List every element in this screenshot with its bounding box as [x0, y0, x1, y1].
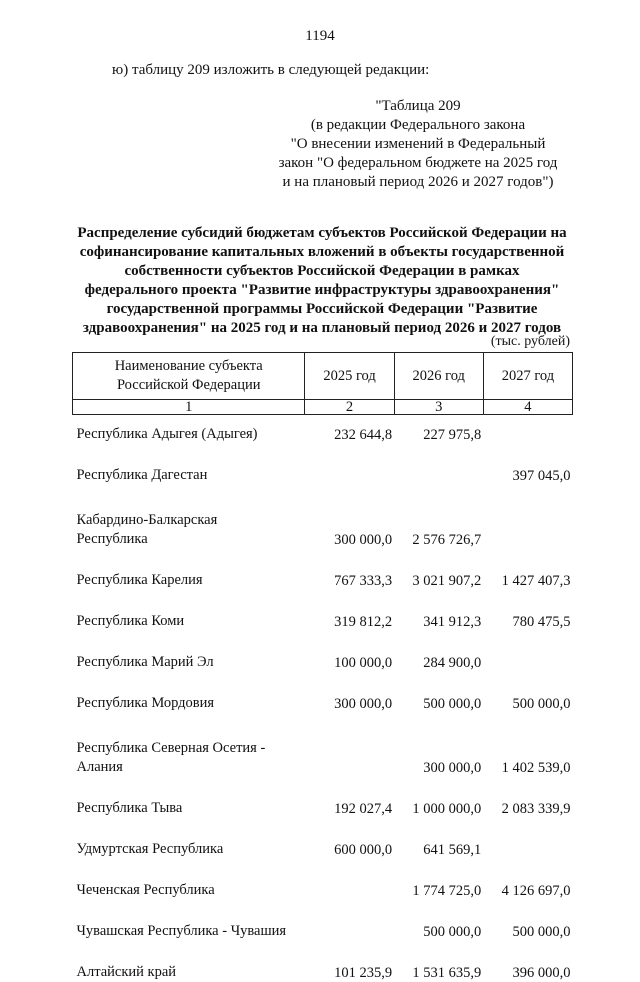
value-2026: 3 021 907,2: [412, 573, 482, 589]
value-2026: 2 576 726,7: [412, 532, 482, 548]
header-region-name: [73, 353, 305, 400]
value-2026: 500 000,0: [423, 924, 482, 940]
value-2025: 319 812,2: [334, 614, 393, 630]
header-line: Российской Федерации: [116, 377, 261, 393]
region-name-line: Алания: [76, 759, 123, 775]
value-2027: 397 045,0: [512, 468, 571, 484]
subsidy-table: [72, 352, 573, 982]
value-2027: [483, 415, 572, 445]
value-2026: 1 774 725,0: [412, 883, 482, 899]
table-header-row: [73, 353, 573, 400]
region-name: [73, 777, 305, 818]
region-name: [73, 631, 305, 672]
table-row: [73, 941, 573, 982]
header-line: Наименование субъекта: [114, 358, 263, 374]
amendment-intro: ю) таблицу 209 изложить в следующей редакции:: [112, 62, 430, 78]
table-row: [73, 590, 573, 631]
title-line: софинансирование капитальных вложений в объекты государственной: [79, 244, 565, 260]
title-line: здравоохранения" на 2025 год и на плановый период 2026 и 2027 годов: [82, 320, 562, 336]
table-edition-note: [268, 97, 568, 192]
region-name-line: Чеченская Республика: [76, 882, 215, 898]
value-2027: 500 000,0: [512, 696, 571, 712]
value-2025: 300 000,0: [334, 532, 393, 548]
value-2025: [305, 900, 394, 941]
region-name: [73, 818, 305, 859]
table-row: [73, 511, 573, 549]
table-row: [73, 549, 573, 590]
value-2027: 500 000,0: [512, 924, 571, 940]
note-line: "Таблица 209: [375, 98, 461, 114]
value-2026: 300 000,0: [423, 760, 482, 776]
region-name: [73, 859, 305, 900]
table-row: [73, 777, 573, 818]
title-line: Распределение субсидий бюджетам субъектов Российской Федерации на: [77, 225, 567, 241]
region-name: [73, 511, 305, 549]
region-name: [73, 739, 305, 777]
value-2027: 2 083 339,9: [501, 801, 571, 817]
note-line: закон "О федеральном бюджете на 2025 год: [278, 155, 558, 171]
table-row: [73, 672, 573, 713]
region-name: [73, 672, 305, 713]
header-2025: 2025 год: [305, 353, 394, 400]
region-name-line: Республика Коми: [76, 613, 185, 629]
column-number: 3: [394, 400, 483, 415]
value-2025: 767 333,3: [334, 573, 393, 589]
region-name-line: Республика: [76, 531, 148, 547]
column-number: 2: [305, 400, 394, 415]
region-name-line: Республика Дагестан: [76, 467, 208, 483]
value-2027: 4 126 697,0: [501, 883, 571, 899]
region-name: [73, 900, 305, 941]
table-row: [73, 444, 573, 485]
region-name-line: Республика Тыва: [76, 800, 183, 816]
value-2025: 101 235,9: [334, 965, 393, 981]
value-2027: 1 427 407,3: [501, 573, 571, 589]
region-name-line: Алтайский край: [76, 964, 177, 980]
region-name: [73, 415, 305, 445]
page-number: 1194: [305, 28, 335, 44]
value-2026: 1 000 000,0: [412, 801, 482, 817]
value-2027: 780 475,5: [512, 614, 571, 630]
region-name-line: Республика Карелия: [76, 572, 203, 588]
value-2026: 227 975,8: [423, 427, 482, 443]
value-2025: 232 644,8: [334, 427, 393, 443]
value-2027: 396 000,0: [512, 965, 571, 981]
value-2026: 641 569,1: [423, 842, 482, 858]
region-name-line: Республика Северная Осетия -: [76, 740, 266, 756]
title-line: федерального проекта "Развитие инфраструктуры здравоохранения": [84, 282, 560, 298]
region-name: [73, 941, 305, 982]
value-2027: [483, 511, 572, 549]
value-2026: 284 900,0: [423, 655, 482, 671]
region-name-line: Республика Мордовия: [76, 695, 215, 711]
value-2025: 600 000,0: [334, 842, 393, 858]
table-row: [73, 631, 573, 672]
value-2026: 1 531 635,9: [412, 965, 482, 981]
table-title: [72, 224, 572, 338]
value-2025: [305, 859, 394, 900]
region-name-line: Республика Адыгея (Адыгея): [76, 426, 258, 442]
table-row: [73, 900, 573, 941]
table-row: [73, 739, 573, 777]
header-2027: 2027 год: [483, 353, 572, 400]
region-name-line: Чувашская Республика - Чувашия: [76, 923, 287, 939]
region-name-line: Республика Марий Эл: [76, 654, 214, 670]
title-line: собственности субъектов Российской Федерации в рамках: [124, 263, 520, 279]
table-row: [73, 415, 573, 445]
table-row: [73, 818, 573, 859]
column-number-row: [73, 400, 573, 415]
value-2025: 192 027,4: [334, 801, 393, 817]
value-2025: 100 000,0: [334, 655, 393, 671]
value-2025: [305, 444, 394, 485]
value-2026: [394, 444, 483, 485]
column-number: 1: [73, 400, 305, 415]
note-line: (в редакции Федерального закона: [310, 117, 526, 133]
note-line: "О внесении изменений в Федеральный: [290, 136, 546, 152]
value-2027: [483, 818, 572, 859]
column-number: 4: [483, 400, 572, 415]
table-row: [73, 859, 573, 900]
region-name: [73, 549, 305, 590]
value-2026: 500 000,0: [423, 696, 482, 712]
units-label: (тыс. рублей): [490, 334, 570, 349]
region-name: [73, 444, 305, 485]
value-2025: [305, 739, 394, 777]
note-line: и на плановый период 2026 и 2027 годов"): [282, 174, 554, 190]
value-2026: 341 912,3: [423, 614, 482, 630]
region-name-line: Удмуртская Республика: [76, 841, 224, 857]
header-2026: 2026 год: [394, 353, 483, 400]
value-2027: 1 402 539,0: [501, 760, 571, 776]
region-name-line: Кабардино-Балкарская: [76, 512, 218, 528]
value-2027: [483, 631, 572, 672]
title-line: государственной программы Российской Федерации "Развитие: [106, 301, 538, 317]
region-name: [73, 590, 305, 631]
value-2025: 300 000,0: [334, 696, 393, 712]
